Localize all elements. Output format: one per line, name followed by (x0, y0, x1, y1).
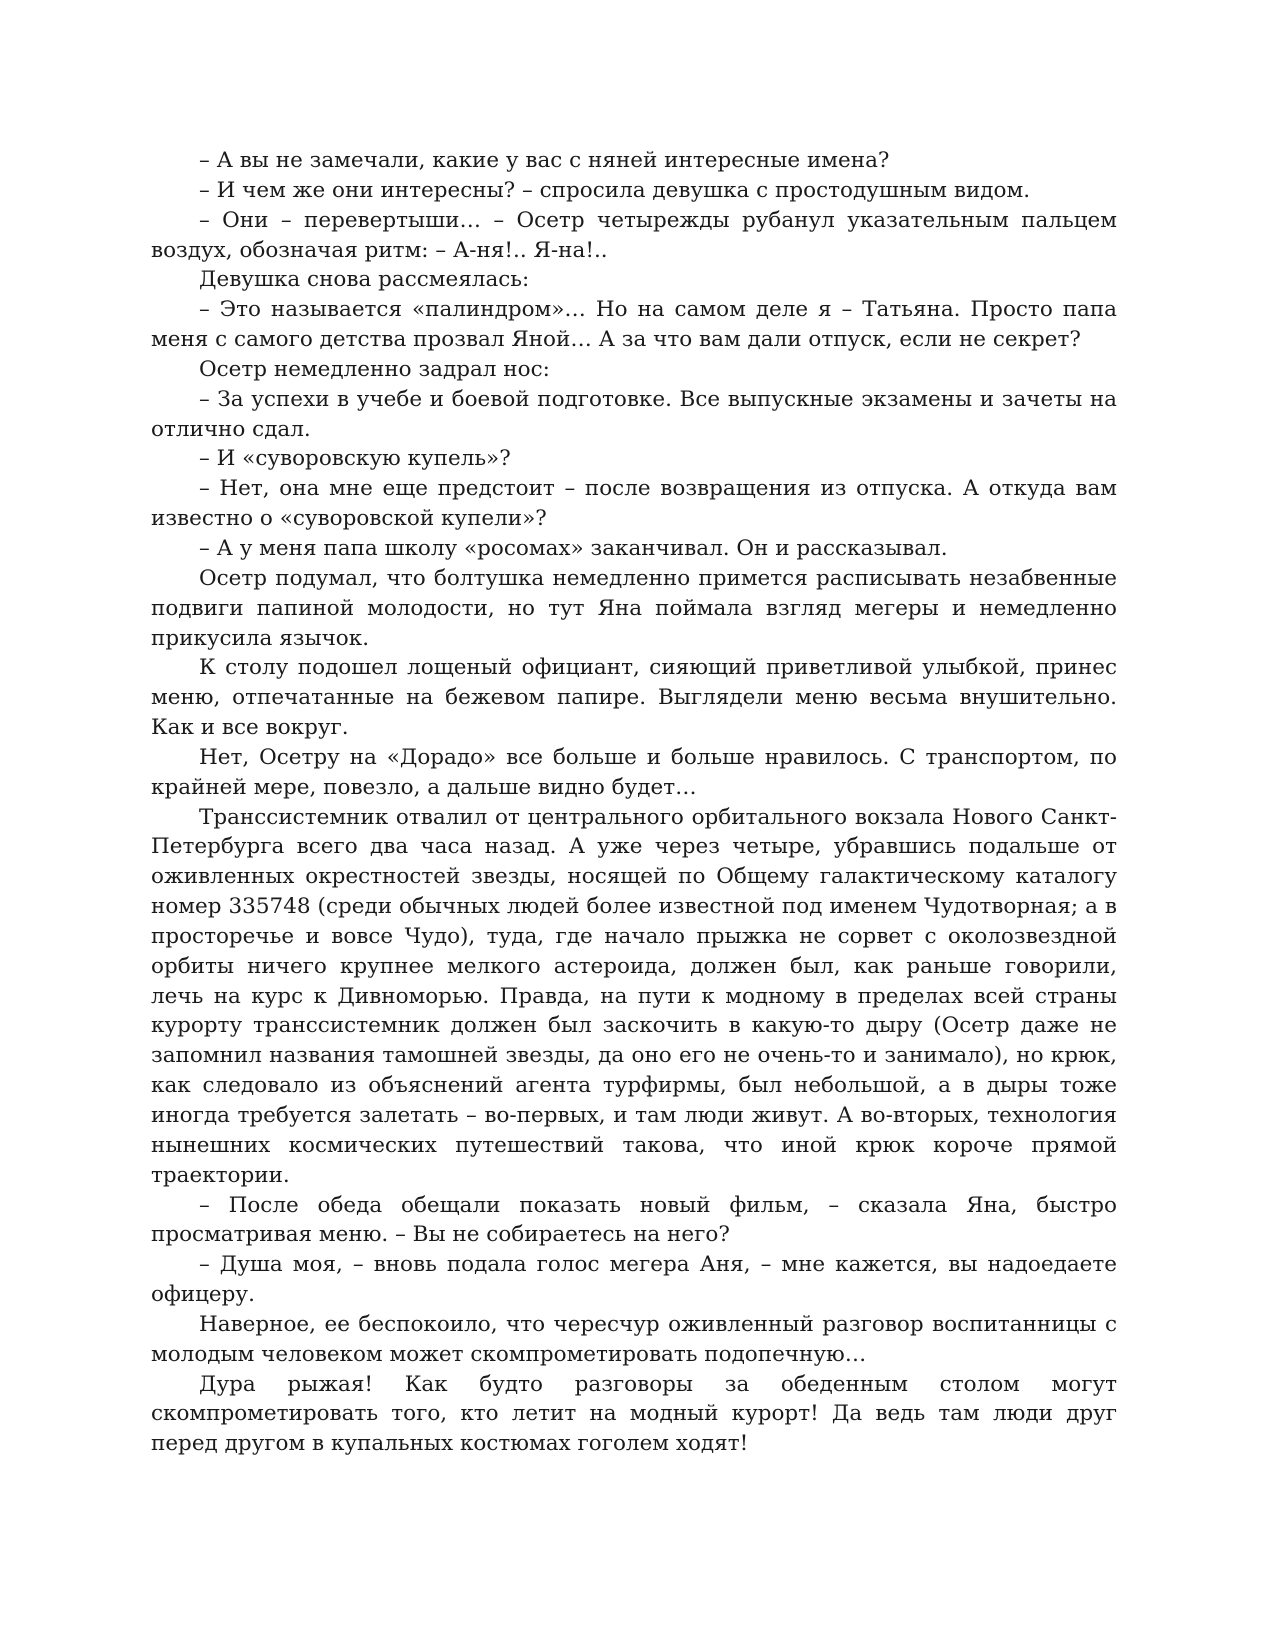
paragraph: – Это называется «палиндром»… Но на самом деле я – Татьяна. Просто папа меня с самого детства прозвал Яной… А за что вам дали отпуск, если не секрет? (151, 297, 1117, 353)
paragraph: – За успехи в учебе и боевой подготовке. Все выпускные экзамены и зачеты на отлично сдал. (151, 386, 1117, 442)
paragraph: – А у меня папа школу «росомах» заканчивал. Он и рассказывал. (199, 535, 948, 561)
paragraph: – После обеда обещали показать новый фильм, – сказала Яна, быстро просматривая меню. – Вы не собираетесь на него? (151, 1192, 1117, 1248)
paragraph: – И «суворовскую купель»? (199, 446, 511, 472)
paragraph: – А вы не замечали, какие у вас с няней интересные имена? (199, 148, 890, 173)
paragraph: К столу подошел лощеный официант, сияющий приветливой улыбкой, принес меню, отпечатанные на бежевом папире. Выглядели меню весьма внушительно. Как и все вокруг. (151, 655, 1117, 741)
paragraph: Нет, Осетру на «Дорадо» все больше и больше нравилось. С транспортом, по крайней мере, повезло, а дальше видно будет… (151, 744, 1117, 800)
paragraph: – Они – перевертыши… – Осетр четырежды рубанул указательным пальцем воздух, обозначая ритм: – А-ня!.. Я-на!.. (151, 207, 1117, 263)
paragraph: – И чем же они интересны? – спросила девушка с простодушным видом. (199, 177, 1031, 203)
document-page (151, 146, 1117, 1459)
paragraph: Транссистемник отвалил от центрального орбитального вокзала Нового Санкт-Петербурга всего два часа назад. А уже через четыре, убравшись подальше от оживленных окрестностей звезды, носящей по Общему галактическому каталогу номер 335748 (среди обычных людей более известной под именем Чудотворная; а в просторечье и вовсе Чудо), туда, где начало прыжка не сорвет с околозвездной орбиты ничего крупнее мелкого астероида, должен был, как раньше говорили, лечь на курс к Дивноморью. Правда, на пути к модному в пределах всей страны курорту транссистемник должен был заскочить в какую-то дыру (Осетр даже не запомнил названия тамошней звезды, да оно его не очень-то и занимало), но крюк, как следовало из объяснений агента турфирмы, был небольшой, а в дыры тоже иногда требуется залетать – во-первых, и там люди живут. А во-вторых, технология нынешних космических путешествий такова, что иной крюк короче прямой траектории. (151, 804, 1117, 1188)
paragraph: – Душа моя, – вновь подала голос мегера Аня, – мне кажется, вы надоедаете офицеру. (151, 1252, 1117, 1308)
paragraph: Девушка снова рассмеялась: (199, 267, 530, 293)
paragraph: Дура рыжая! Как будто разговоры за обеденным столом могут скомпрометировать того, кто летит на модный курорт! Да ведь там люди друг перед другом в купальных костюмах гоголем ходят! (151, 1371, 1117, 1457)
paragraph: – Нет, она мне еще предстоит – после возвращения из отпуска. А откуда вам известно о «суворовской купели»? (151, 476, 1117, 532)
paragraph: Осетр подумал, что болтушка немедленно примется расписывать незабвенные подвиги папиной молодости, но тут Яна поймала взгляд мегеры и немедленно прикусила язычок. (151, 565, 1117, 651)
paragraph: Осетр немедленно задрал нос: (199, 356, 550, 382)
paragraph: Наверное, ее беспокоило, что чересчур оживленный разговор воспитанницы с молодым человеком может скомпрометировать подопечную… (151, 1311, 1117, 1367)
